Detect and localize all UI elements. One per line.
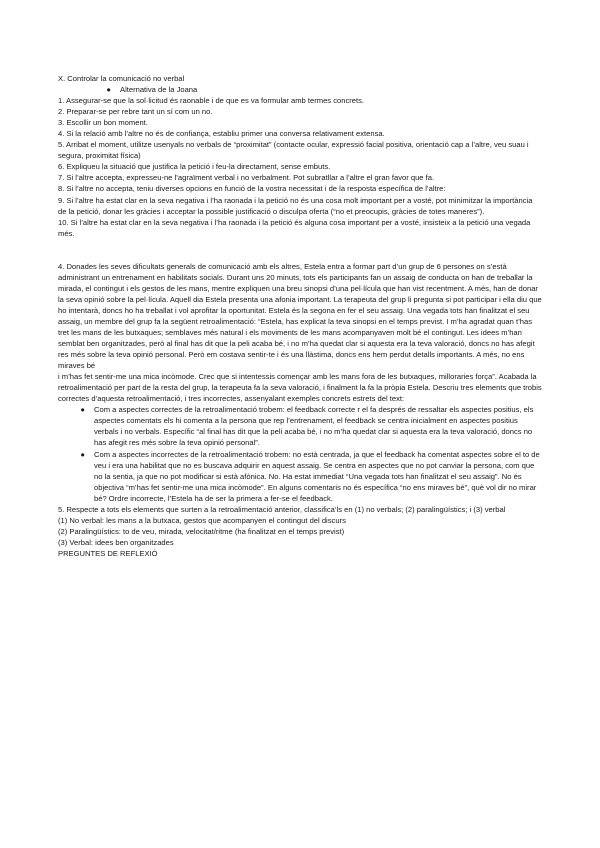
section-4-paragraph: 4. Donades les seves dificultats generals de comunicació amb els altres, Estela entra a formar part d’un grup de 6 persones on s’està administrant un entrenament en habilitats socials. Durant uns 20 minuts, tots els participants fan un assaig de conducta on han de treballar la mirada, el contingut i els gestos de les mans, mentre expliquen una breu sinopsi d’una pel·lícula que han vist recentment. A més, han de donar la seva opinió sobre la pel·lícula. Aquell dia Estela presenta una afonia important. La terapeuta del grup li pregunta si pot participar i ella diu que ho intentarà, doncs ho ha treballat i vol aprofitar la oportunitat. Estela és la segona en fer el seu assaig. Una vegada tots han finalitzat el seu assaig, un membre del grup fa la següent retroalimentació: “Estela, has explicat la teva sinopsi en el temps previst. I m’ha agradat quan t’has tret les mans de les butxaques; semblaves més natural i els moviments de les mans acompanyaven molt bé el contingut. Les idees m’han semblat ben organitzades, però al final has dit que la peli acaba bé, i no m’ha quedat clar si aquesta era la teva valoració, doncs no has afegit res més sobre la teva opinió personal. Però em costava sentir-te i és una llàstima, doncs ens hem perdut detalls importants. A més, no ens miraves bé [58, 261, 542, 371]
step-10: 10. Si l’altre ha estat clar en la seva negativa i l’ha raonada i la petició és alguna cosa important per a vosté, insisteix a la petició una vegada més. [58, 217, 531, 238]
classification-paralinguistic: (2) Paralingüístics: to de veu, mirada, velocitat/ritme (ha finalitzat en el temps previst) [58, 526, 345, 536]
step-1: 1. Assegurar-se que la sol·licitud és raonable i de que es va formular amb termes concrets. [58, 96, 365, 106]
correct-aspects-text: Com a aspectes correctes de la retroalimentació trobem: el feedback correcte r el fa després de ressaltar els aspectes positius, els aspectes comentats els hi comenta a la persona que rep l’entrenament, el feedback se centra inicialment en aspectes positius verbals i no verbals. Específic “al final has dit que la peli acaba bé, i no m’ha quedat clar si aquesta era la teva valoració, doncs no has afegit res més sobre la teva opinió personal”. [94, 405, 534, 448]
step-2: 2. Preparar-se per rebre tant un sí com un no. [58, 107, 213, 117]
incorrect-aspects-text: Com a aspectes incorrectes de la retroalimentació trobem: no està centrada, ja que el feedback ha comentat aspectes sobre el to de veu i era una habilitat que no es buscava adquirir en aquest assaig. Se centra en aspectes que no pot canviar la persona, com que no la sentia, ja que no pot modificar si està afònica. No. Ha estat immediat “Una vegada tots han finalitzat el seu assaig”. No és objectiva “m’has fet sentir-me una mica incòmode”. En alguns comentaris no és específica “no ens miraves bé”, què vol dir no mirar bé? Ordre incorrecte, l’Estela ha de ser la primera a fer-se el feedback. [94, 449, 540, 503]
section-4-paragraph-continued: i m’has fet sentir-me una mica incòmode. Crec que si intentessis començar amb les mans fora de les butxaques, milloraries força”. Acabada la retroalimentació per part de la resta del grup, la terapeuta fa la seva valoració, i finalment la fa la pròpia Estela. Descriu tres elements que trobis correctes d’aquesta retroalimentació, i tres incorrectes, assenyalant exemples concrets estrets del text: [58, 372, 542, 404]
section-x [58, 73, 542, 239]
section-x-bullet-text: Alternativa de la Joana [120, 85, 198, 95]
reflection-heading: PREGUNTES DE REFLEXIÓ [58, 548, 158, 558]
classification-nonverbal: (1) No verbal: les mans a la butxaca, gestos que acompanyen el contingut del discurs [58, 515, 346, 525]
step-7: 7. Si l’altre accepta, expresseu-ne l’agraïment verbal i no verbalment. Pot subratllar a l’altre el gran favor que fa. [58, 173, 435, 183]
bullet-dot-icon: ● [106, 85, 111, 95]
step-3: 3. Escollir un bon moment. [58, 118, 148, 128]
step-5: 5. Arribat el moment, utilitze usenyals no verbals de “proximitat” (contacte ocular, expressió facial positiva, orientació cap a l’altre, veu suau i segura, proximitat física) [58, 140, 529, 161]
section-4 [58, 261, 542, 504]
section-5-question: 5. Respecte a tots els elements que surten a la retroalimentació anterior, classifica’ls en (1) no verbals; (2) paralingüístics; i (3) verbal [58, 504, 506, 514]
bullet-dot-icon: ● [80, 449, 85, 459]
correct-aspects-item [58, 404, 542, 448]
step-4: 4. Si la relació amb l’altre no és de confiança, establiu primer una conversa relativament extensa. [58, 129, 385, 139]
section-x-bullet [58, 84, 542, 95]
step-8: 8. Si l’altre no accepta, teniu diverses opcions en funció de la vostra necessitat i de la resposta específica de l’altre: [58, 184, 446, 194]
section-x-heading: X. Controlar la comunicació no verbal [58, 74, 185, 83]
step-9: 9. Si l’altre ha estat clar en la seva negativa i l’ha raonada i la petició no és una cosa molt important per a vosté, pot minimitzar la importància de la petició, donar les gràcies i acceptar la possible justificació o disculpa oferta (“no et preocupis, gràcies de totes maneres”). [58, 195, 533, 216]
classification-verbal: (3) Verbal: idees ben organitzades [58, 537, 174, 547]
bullet-dot-icon: ● [80, 405, 85, 415]
section-5 [58, 504, 542, 559]
incorrect-aspects-item [58, 449, 542, 504]
step-6: 6. Expliqueu la situació que justifica la petició i feu-la directament, sense embuts. [58, 162, 331, 172]
section-gap [58, 239, 542, 261]
document-page [58, 73, 542, 559]
